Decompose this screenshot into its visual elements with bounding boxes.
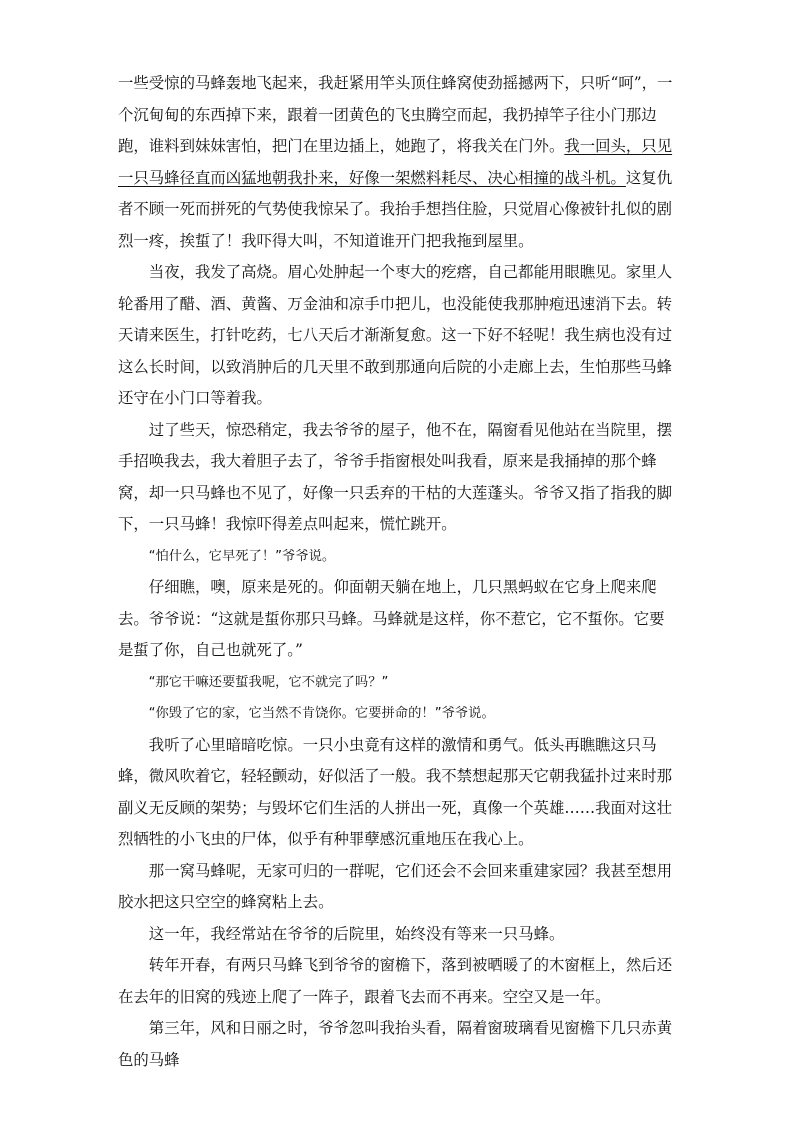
- paragraph-2: 当夜，我发了高烧。眉心处肿起一个枣大的疙瘩，自己都能用眼瞧见。家里人轮番用了醋、酒、黄酱、万金油和凉手巾把儿，也没能使我那肿疱迅速消下去。转天请来医生，打针吃药，七八天后才渐渐复愈。这一下好不轻呢！我生病也没有过这么长时间，以致消肿后的几天里不敢到那通向后院的小走廊上去，生怕那些马蜂还守在小门口等着我。: [118, 263, 673, 407]
- dialogue-3: “你毁了它的家，它当然不肯饶你。它要拼命的！”爷爷说。: [148, 706, 495, 721]
- paragraph-1-start: 一些受惊的马蜂轰地飞起来，我赶紧用竿头顶住蜂窝使劲摇撼两下，只听“呵”，一个沉甸甸的东西掉下来，跟着一团黄色的飞虫腾空而起，我扔掉竿子往小门那边跑，谁料到妹妹害怕，把门在里边插上，她跑了，将我关在门外。: [118, 74, 673, 155]
- story-text: [118, 68, 678, 1076]
- paragraph-12: 第三年，风和日丽之时，爷爷忽叫我抬头看，隔着窗玻璃看见窗檐下几只赤黄色的马蜂: [118, 1019, 673, 1069]
- underlined-sentence: 我一回头，只见一只马蜂径直而凶猛地朝我扑来，好像一架燃料耗尽、决心相撞的战斗机。: [118, 137, 673, 187]
- paragraph-1: [118, 68, 678, 257]
- paragraph-5: 仔细瞧，噢，原来是死的。仰面朝天躺在地上，几只黑蚂蚁在它身上爬来爬去。爷爷说：“这就是蜇你那只马蜂。马蜂就是这样，你不惹它，它不蜇你。它要是蜇了你，自己也就死了。”: [118, 578, 665, 659]
- paragraph-11: 转年开春，有两只马蜂飞到爷爷的窗檐下，落到被晒暖了的木窗框上，然后还在去年的旧窝的残迹上爬了一阵子，跟着飞去而不再来。空空又是一年。: [118, 956, 673, 1006]
- paragraph-3: 过了些天，惊恐稍定，我去爷爷的屋子，他不在，隔窗看见他站在当院里，摆手招唤我去，我大着胆子去了，爷爷手指窗根处叫我看，原来是我捅掉的那个蜂窝，却一只马蜂也不见了，好像一只丢弃的干枯的大莲蓬头。爷爷又指了指我的脚下，一只马蜂！我惊吓得差点叫起来，慌忙跳开。: [118, 420, 673, 533]
- dialogue-1: “怕什么，它早死了！”爷爷说。: [148, 548, 336, 564]
- paragraph-1-end: 这复仇者不顾一死而拼死的气势使我惊呆了。我抬手想挡住脸，只觉眉心像被针扎似的剧烈一疼，挨蜇了！我吓得大叫，不知道谁开门把我拖到屋里。: [118, 168, 673, 250]
- dialogue-2: “那它干嘛还要蜇我呢，它不就完了吗？”: [148, 674, 389, 690]
- paragraph-9: 那一窝马蜂呢，无家可归的一群呢，它们还会不会回来重建家园？我甚至想用胶水把这只空空的蜂窝粘上去。: [118, 861, 673, 911]
- paragraph-8: 我听了心里暗暗吃惊。一只小虫竟有这样的激情和勇气。低头再瞧瞧这只马蜂，微风吹着它，轻轻颤动，好似活了一般。我不禁想起那天它朝我猛扑过来时那副义无反顾的架势；与毁坏它们生活的人拼出一死，真像一个英雄……我面对这壮烈牺牲的小飞虫的尸体，似乎有种罪孽感沉重地压在我心上。: [118, 735, 673, 848]
- paragraph-10: 这一年，我经常站在爷爷的后院里，始终没有等来一只马蜂。: [148, 924, 565, 943]
